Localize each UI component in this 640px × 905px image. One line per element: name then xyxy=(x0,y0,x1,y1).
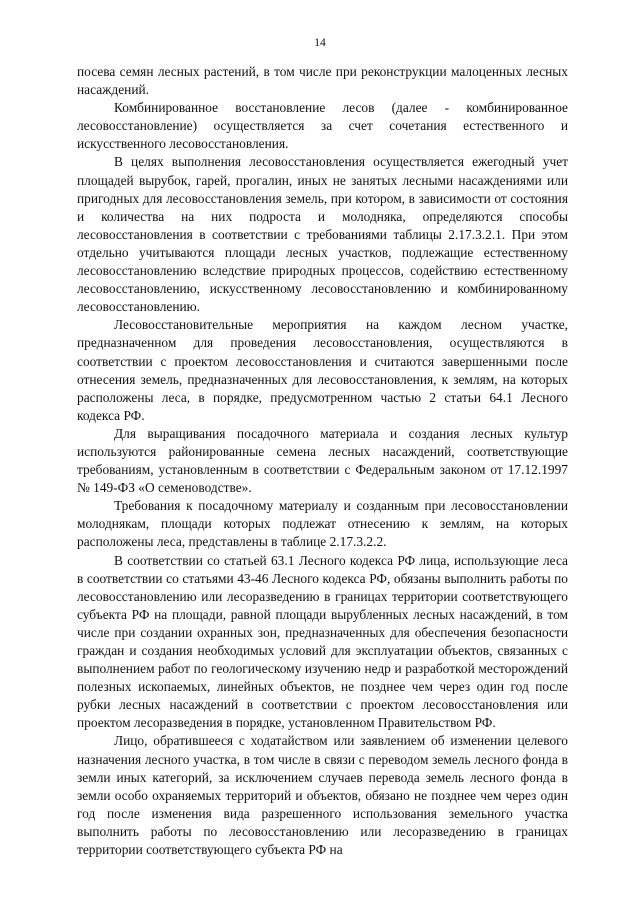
paragraph-combined-restoration: Комбинированное восстановление лесов (далее - комбинированное лесовосстановление) осуществляется за счет сочетания естественного и искусственного лесовосстановления. xyxy=(77,100,568,152)
page-number: 14 xyxy=(314,37,326,49)
paragraph-land-purpose-change: Лицо, обратившееся с ходатайством или заявлением об изменении целевого назначения лесного участка, в том числе в связи с переводом земель лесного фонда в земли иных категорий, за исключением случаев перевода земель лесного фонда в земли особо охраняемых территорий и объектов, обязано не позднее чем через один год после изменения вида разрешенного использования земельного участка выполнить работы по лесовосстановлению или лесоразведению в границах территории соответствующего субъекта РФ на xyxy=(77,733,568,858)
body-text xyxy=(77,63,568,859)
paragraph-seed-material: Для выращивания посадочного материала и создания лесных культур используются районированные семена лесных насаждений, соответствующие требованиям, установленным в соответствии с Федеральным законом от 17.12.1997 № 149-ФЗ «О семеноводстве». xyxy=(77,425,568,496)
paragraph-annual-accounting: В целях выполнения лесовосстановления осуществляется ежегодный учет площадей вырубок, гарей, прогалин, иных не занятых лесными насаждениями или пригодных для лесовосстановления земель, при котором, в зависимости от состояния и количества на них подроста и молодняка, определяются способы лесовосстановления в соответствии с требованиями таблицы 2.17.3.2.1. При этом отдельно учитываются площади лесных участков, подлежащие естественному лесовосстановлению вследствие природных процессов, содействию естественному лесовосстановлению, искусственному лесовосстановлению и комбинированному лесовосстановлению. xyxy=(77,154,568,315)
paragraph-article-63-1: В соответствии со статьей 63.1 Лесного кодекса РФ лица, использующие леса в соответствии со статьями 43-46 Лесного кодекса РФ, обязаны выполнить работы по лесовосстановлению или лесоразведению в границах территории соответствующего субъекта РФ на площади, равной площади вырубленных лесных насаждений, в том числе при создании охранных зон, предназначенных для обеспечения безопасности граждан и создания необходимых условий для эксплуатации объектов, связанных с выполнением работ по геологическому изучению недр и разработкой месторождений полезных ископаемых, линейных объектов, не позднее чем через один год после рубки лесных насаждений в соответствии с проектом лесовосстановления или проектом лесоразведения в порядке, установленном Правительством РФ. xyxy=(77,552,568,731)
paragraph-continuation: посева семян лесных растений, в том числе при реконструкции малоценных лесных насаждений. xyxy=(77,64,568,98)
paragraph-planting-requirements: Требования к посадочному материалу и созданным при лесовосстановлении молоднякам, площади которых подлежат отнесению к землям, на которых расположены леса, представлены в таблице 2.17.3.2.2. xyxy=(77,498,568,550)
paragraph-restoration-measures: Лесовосстановительные мероприятия на каждом лесном участке, предназначенном для проведения лесовосстановления, осуществляются в соответствии с проектом лесовосстановления и считаются завершенными после отнесения земель, предназначенных для лесовосстановления, к землям, на которых расположены леса, в порядке, предусмотренном частью 2 статьи 64.1 Лесного кодекса РФ. xyxy=(77,317,568,423)
